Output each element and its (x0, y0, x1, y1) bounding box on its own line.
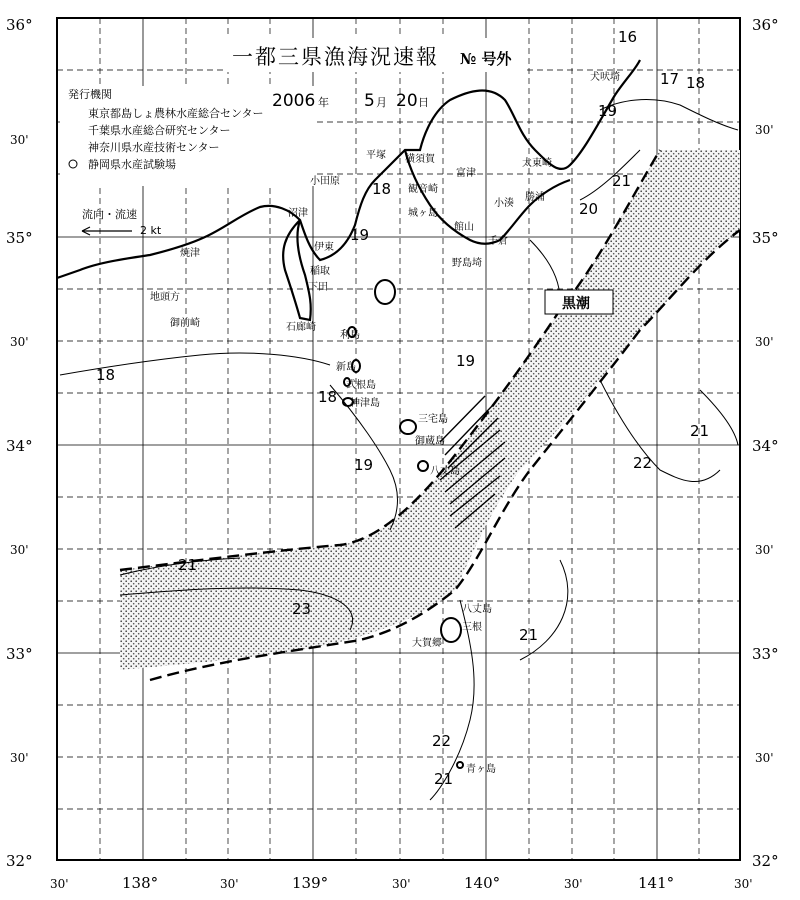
isotherm-label: 18 (318, 388, 338, 406)
lat-label: 30' (10, 751, 29, 765)
lon-label: 30' (564, 877, 583, 891)
lat-label: 36° (752, 16, 779, 34)
place-label: 神津島 (350, 398, 380, 409)
place-label: 下田 (308, 282, 328, 293)
lat-label: 30' (10, 335, 29, 349)
lat-label: 33° (752, 645, 779, 663)
lat-label: 35° (6, 229, 33, 247)
lon-label: 30' (392, 877, 411, 891)
place-label: 八丈島 (430, 466, 460, 477)
place-label: 勝浦 (525, 192, 545, 203)
place-label: 利島 (340, 330, 360, 341)
lat-label: 34° (6, 437, 33, 455)
place-label: 青ヶ島 (466, 764, 496, 775)
lat-label: 30' (755, 751, 774, 765)
date-year: 2006 (272, 91, 316, 111)
lon-label: 141° (638, 874, 675, 892)
lat-label: 30' (10, 133, 29, 147)
place-label: 八丈島 (462, 604, 492, 615)
publisher-item: 静岡県水産試験場 (88, 158, 176, 171)
publisher-item: 千葉県水産総合研究センター (88, 124, 231, 137)
place-label: 横須賀 (405, 154, 435, 165)
place-label: 御前崎 (170, 318, 200, 329)
lon-label: 138° (122, 874, 159, 892)
isotherm-label: 19 (456, 352, 476, 370)
date-month: 5 (364, 91, 375, 111)
date-month-unit: 月 (376, 96, 387, 109)
lat-label: 33° (6, 645, 33, 663)
isotherm-label: 21 (178, 556, 198, 574)
isotherm-label: 21 (612, 172, 632, 190)
lat-label: 34° (752, 437, 779, 455)
latitude-labels-left (6, 16, 33, 870)
current-legend (82, 207, 162, 237)
isotherm-label: 19 (350, 226, 370, 244)
place-label: 地頭方 (150, 292, 180, 303)
latitude-labels-right (752, 16, 779, 870)
place-label: 稲取 (310, 266, 330, 277)
place-label: 太東崎 (522, 158, 552, 169)
isotherm-label: 21 (519, 626, 539, 644)
place-label: 式根島 (346, 380, 376, 391)
lon-label: 30' (220, 877, 239, 891)
place-label: 富津 (456, 168, 476, 179)
lat-label: 30' (755, 123, 774, 137)
place-label: 館山 (454, 222, 474, 233)
place-label: 小湊 (494, 198, 514, 209)
place-label: 沼津 (288, 208, 308, 219)
kuroshio-label: 黒潮 (562, 296, 590, 312)
place-label: 焼津 (180, 248, 200, 259)
place-label: 伊東 (314, 242, 334, 253)
publisher-item: 東京都島しょ農林水産総合センター (88, 107, 264, 120)
lat-label: 36° (6, 16, 33, 34)
place-label: 石廊崎 (286, 322, 316, 333)
place-label: 三宅島 (418, 414, 448, 425)
isotherm-label: 19 (354, 456, 374, 474)
publishers-heading: 発行機関 (68, 88, 112, 101)
lon-label: 30' (50, 877, 69, 891)
isotherm-label: 18 (96, 366, 116, 384)
lon-label: 140° (464, 874, 501, 892)
date-year-unit: 年 (318, 96, 329, 109)
lat-label: 35° (752, 229, 779, 247)
date-day: 20 (396, 91, 418, 111)
place-label: 平塚 (366, 150, 386, 161)
date-day-unit: 日 (418, 96, 429, 109)
isotherm-label: 18 (686, 74, 706, 92)
lat-label: 32° (752, 852, 779, 870)
place-label: 三根 (462, 622, 482, 633)
isotherm-label: 23 (292, 600, 312, 618)
place-label: 千倉 (488, 236, 508, 247)
place-label: 野島埼 (452, 258, 482, 269)
map-title: 一都三県漁海況速報 (232, 45, 439, 69)
legend-speed: 2 kt (140, 224, 162, 237)
lat-label: 30' (10, 543, 29, 557)
lon-label: 30' (734, 877, 753, 891)
publisher-item: 神奈川県水産技術センター (88, 141, 220, 154)
isotherm-label: 20 (579, 200, 599, 218)
lat-label: 32° (6, 852, 33, 870)
place-label: 犬吠埼 (590, 72, 620, 83)
lat-label: 30' (755, 543, 774, 557)
isotherm-label: 17 (660, 70, 680, 88)
lon-label: 139° (292, 874, 329, 892)
place-label: 小田原 (310, 176, 340, 187)
place-label: 観音崎 (408, 184, 438, 195)
lat-label: 30' (755, 335, 774, 349)
isotherm-label: 16 (618, 28, 638, 46)
isotherm-label: 21 (690, 422, 710, 440)
legend-label: 流向・流速 (82, 208, 137, 221)
longitude-labels (50, 874, 753, 892)
date (272, 91, 429, 111)
issue-number: № 号外 (460, 50, 512, 68)
place-label: 御蔵島 (415, 436, 445, 447)
isotherm-label: 21 (434, 770, 454, 788)
place-label: 大賀郷 (412, 638, 442, 649)
place-label: 城ヶ島 (408, 208, 438, 219)
isotherm-label: 18 (372, 180, 392, 198)
isotherm-label: 19 (598, 102, 618, 120)
isotherm-label: 22 (432, 732, 452, 750)
isotherm-label: 22 (633, 454, 653, 472)
place-label: 新島 (336, 362, 356, 373)
